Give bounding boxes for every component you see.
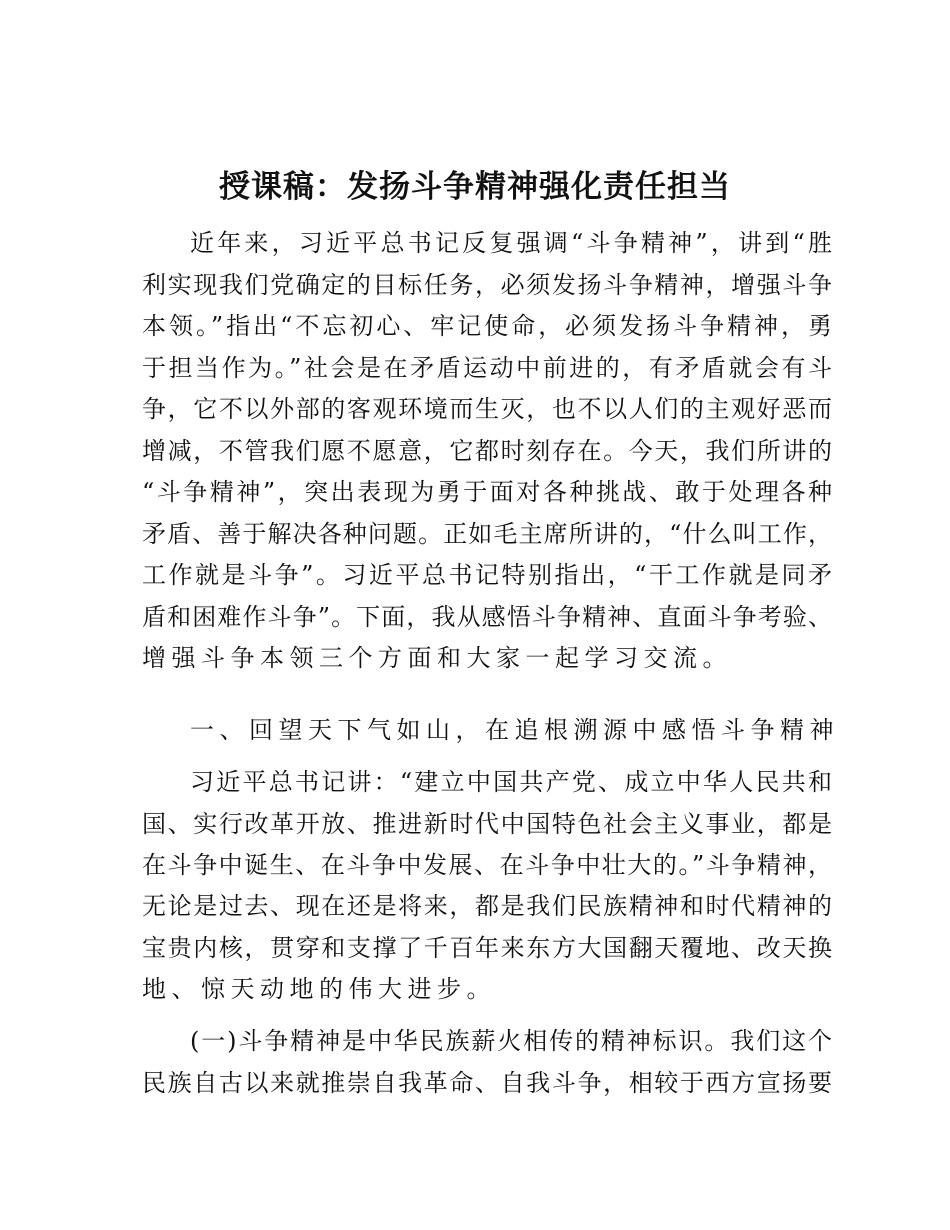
document-title: 授课稿：发扬斗争精神强化责任担当: [219, 169, 731, 205]
text-line: 争，它不以外部的客观环境而生灭，也不以人们的主观好恶而: [142, 395, 832, 423]
text-line: 增强斗争本领三个方面和大家一起学习交流。: [142, 644, 732, 672]
text-line: 国、实行改革开放、推进新时代中国特色社会主义事业，都是: [142, 810, 832, 838]
text-line: 于担当作为。”社会是在矛盾运动中前进的，有矛盾就会有斗: [142, 354, 832, 382]
text-line: 盾和困难作斗争”。下面，我从感悟斗争精神、直面斗争考验、: [142, 603, 832, 631]
text-line: 民族自古以来就推崇自我革命、自我斗争，相较于西方宣扬要: [142, 1069, 832, 1097]
section-heading: 一、回望天下气如山，在追根溯源中感悟斗争精神: [190, 716, 839, 744]
text-line: 近年来，习近平总书记反复强调“斗争精神”，讲到“胜: [190, 229, 832, 257]
text-line: 本领。”指出“不忘初心、牢记使命，必须发扬斗争精神，勇: [142, 312, 832, 340]
text-line: (一)斗争精神是中华民族薪火相传的精神标识。我们这个: [190, 1027, 832, 1055]
text-line: 矛盾、善于解决各种问题。正如毛主席所讲的，“什么叫工作，: [142, 520, 832, 548]
text-line: 地、惊天动地的伟大进步。: [142, 975, 496, 1003]
text-line: 无论是过去、现在还是将来，都是我们民族精神和时代精神的: [142, 892, 832, 920]
text-line: 在斗争中诞生、在斗争中发展、在斗争中壮大的。”斗争精神，: [142, 851, 832, 879]
text-line: 利实现我们党确定的目标任务，必须发扬斗争精神，增强斗争: [142, 271, 832, 299]
text-line: 宝贵内核，贯穿和支撑了千百年来东方大国翻天覆地、改天换: [142, 934, 832, 962]
text-line: 增减，不管我们愿不愿意，它都时刻存在。今天，我们所讲的: [142, 437, 832, 465]
text-line: 工作就是斗争”。习近平总书记特别指出，“干工作就是同矛: [142, 561, 832, 589]
text-line: 习近平总书记讲：“建立中国共产党、成立中华人民共和: [190, 768, 832, 796]
text-line: “斗争精神”，突出表现为勇于面对各种挑战、敢于处理各种: [142, 478, 832, 506]
